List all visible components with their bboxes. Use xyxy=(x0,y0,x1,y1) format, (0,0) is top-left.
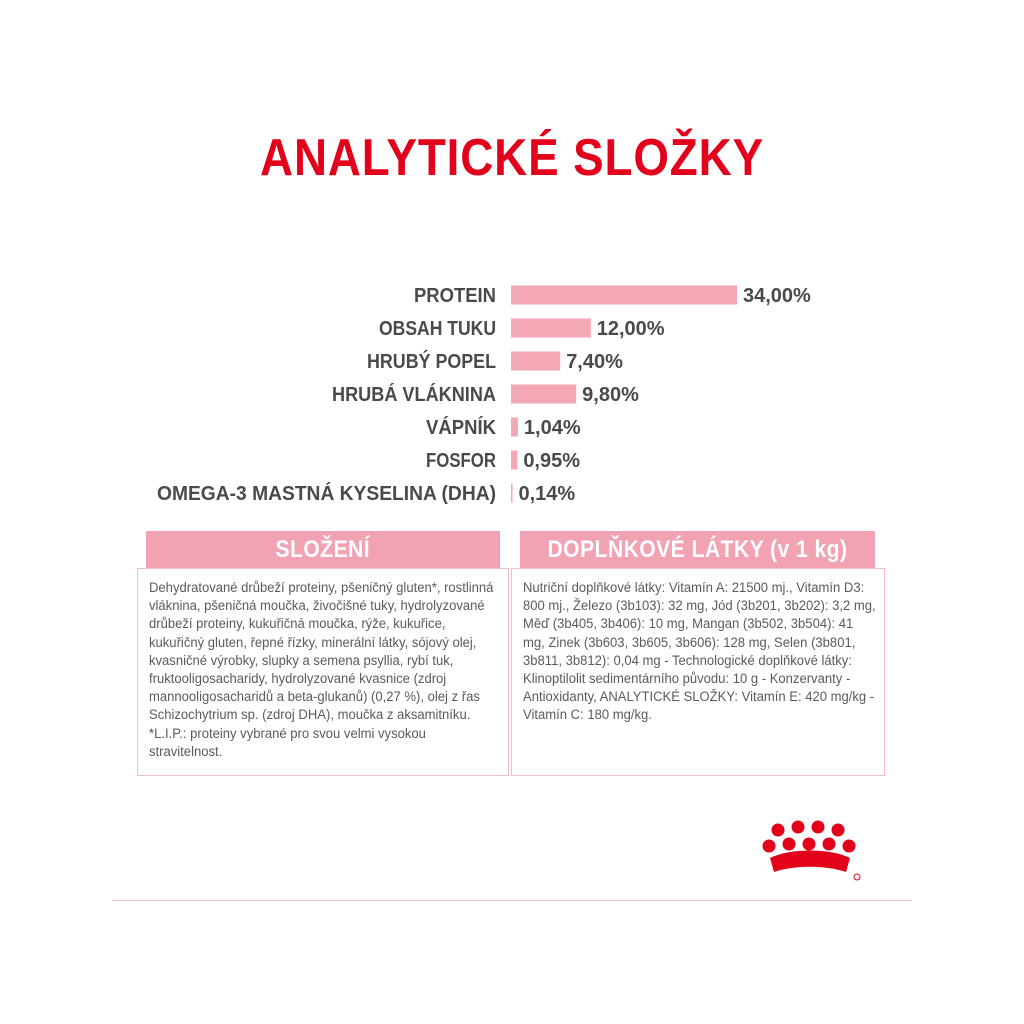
chart-category-label: VÁPNÍK xyxy=(426,417,502,439)
chart-category-label: HRUBÝ POPEL xyxy=(367,351,512,373)
chart-value-label: 0,95% xyxy=(523,450,581,472)
chart-bar xyxy=(511,451,517,470)
chart-value-label: 0,14% xyxy=(518,483,576,505)
chart-value-label: 9,80% xyxy=(582,384,639,406)
slozeni-box xyxy=(137,568,509,776)
chart-category-label: OMEGA-3 MASTNÁ KYSELINA (DHA) xyxy=(157,483,510,505)
doplnkove-header xyxy=(520,531,875,569)
chart-bar xyxy=(511,319,591,338)
doplnkove-header-label: DOPLŇKOVÉ LÁTKY (v 1 kg) xyxy=(547,536,848,563)
chart-bar xyxy=(511,418,518,437)
bottom-divider xyxy=(112,900,912,901)
doplnkove-box xyxy=(511,568,885,776)
slozeni-header xyxy=(146,531,500,569)
chart-bar xyxy=(511,352,560,371)
page-title: ANALYTICKÉ SLOŽKY xyxy=(260,129,764,187)
doplnkove-text: Nutriční doplňkové látky: Vitamín A: 21500 mj., Vitamín D3: 800 mj., Železo (3b103): 32 mg, Jód (3b201, 3b202): 3,2 mg, Měď (3b405, 3b406): 10 mg, Mangan (3b502, 3b504): 41 mg, Zinek (3b603, 3b605, 3b606): 128 mg, Selen (3b801, 3b811, 3b812): 0,04 mg - Technologické doplňkové látky: Klinoptilolit sedimentárního původu: 10 g - Konzervanty - Antioxidanty, ANALYTICKÉ SLOŽKY: Vitamín E: 420 mg/kg - Vitamín C: 180 mg/kg. xyxy=(523,580,876,724)
chart-category-label: HRUBÁ VLÁKNINA xyxy=(332,384,514,406)
chart-category-label: FOSFOR xyxy=(426,450,497,472)
chart-bar xyxy=(511,484,513,503)
chart-value-label: 12,00% xyxy=(596,318,665,340)
nutrient-bar-chart xyxy=(0,270,1024,515)
chart-value-label: 7,40% xyxy=(566,351,623,373)
slozeni-header-label: SLOŽENÍ xyxy=(275,536,371,563)
crown-logo-icon xyxy=(762,820,872,884)
chart-bar xyxy=(511,385,576,404)
chart-value-label: 34,00% xyxy=(743,285,811,307)
chart-category-label: OBSAH TUKU xyxy=(379,318,496,340)
chart-category-label: PROTEIN xyxy=(414,285,496,307)
slozeni-text: Dehydratované drůbeží proteiny, pšeničný gluten*, rostlinná vláknina, pšeničná moučka, živočišné tuky, hydrolyzované drůbeží proteiny, kukuřičná moučka, rýže, kukuřice, kukuřičný gluten, řepné řízky, minerální látky, sójový olej, kvasničné výrobky, slupky a semena psyllia, rybí tuk, fruktooligosacharidy, hydrolyzované kvasnice (zdroj mannooligosacharidů a beta-glukanů) (0,27 %), olej z řas Schizochytrium sp. (zdroj DHA), moučka z aksamitníku. *L.I.P.: proteiny vybrané pro svou velmi vysokou stravitelnost. xyxy=(149,580,494,760)
chart-bar xyxy=(511,286,737,305)
chart-value-label: 1,04% xyxy=(523,417,581,439)
